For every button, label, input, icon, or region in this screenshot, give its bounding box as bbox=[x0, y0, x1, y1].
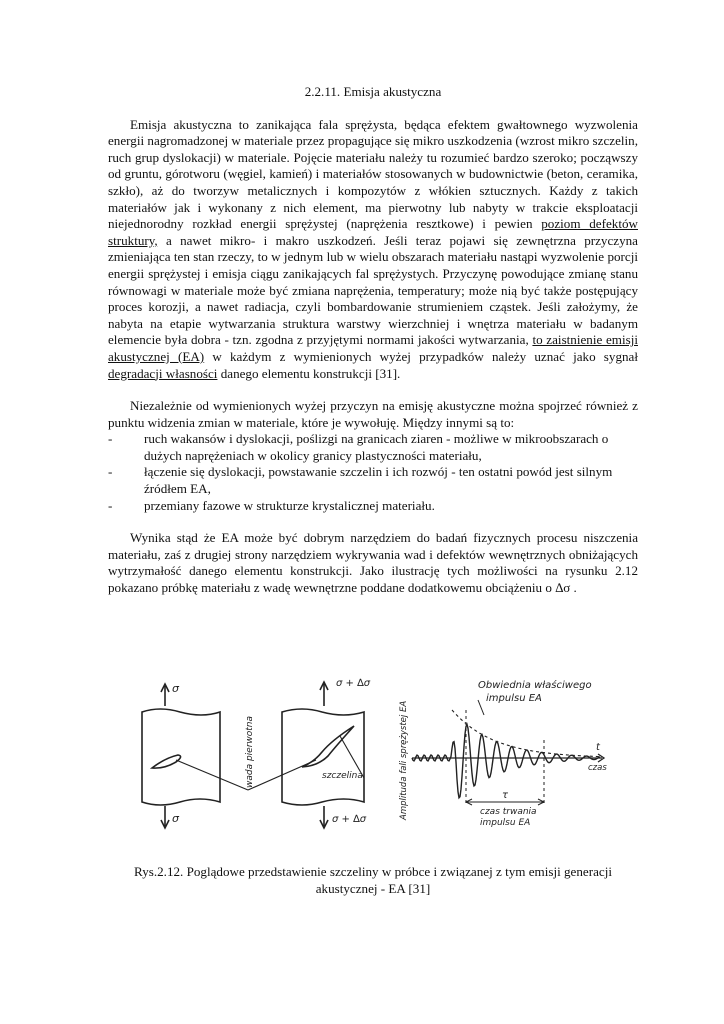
flaw-pointer-line bbox=[176, 760, 248, 790]
list-item: - łączenie się dyslokacji, powstawanie szczelin i ich rozwój - ten ostatni powód jest silnym źródłem EA, bbox=[108, 464, 638, 497]
text-run: Wynika stąd że EA może być dobrym narzędziem do badań fizycznych procesu niszczenia materiału, zaś z drugiej strony narzędziem wykrywania wad i defektów wewnętrznych obniżających wytrzymałość danego elementu konstrukcji. Jako ilustrację tych możliwości na rysunku 2.12 pokazano próbkę materiału z wadę wewnętrzne poddane dodatkowemu obciążeniu o bbox=[108, 530, 638, 596]
specimen-after bbox=[176, 682, 364, 828]
paragraph-2: Niezależnie od wymienionych wyżej przyczyn na emisję akustyczne można spojrzeć również z punktu widzenia zmian w materiale, które je wywołuję. Między innymi są to: bbox=[108, 398, 638, 430]
envelope-label-line1: Obwiednia właściwego bbox=[478, 680, 592, 691]
figure-drawing bbox=[140, 670, 620, 840]
sigma-label-top-left: σ bbox=[172, 682, 179, 695]
specimen-before bbox=[142, 684, 220, 828]
sigma-label-bottom-left: σ bbox=[172, 812, 179, 825]
sigma-label-top-right: σ + ∆σ bbox=[336, 678, 371, 689]
duration-label-line1: czas trwania bbox=[480, 807, 537, 817]
text-run: Emisja akustyczna to zanikająca fala sprężysta, będąca efektem gwałtownego wyzwolenia energii nagromadzonej w materiale przez propagujące się mikro uszkodzenia (wzrost mikro szczelin, ruch grup dyslokacji) w materiale. Pojęcie materiału należy tu rozumieć bardzo szeroko; począwszy od gruntu, górotworu (węgiel, kamień) i materiałów stosowanych w budownictwie (beton, ceramika, szkło), aż do tworzyw metalicznych i kompozytów z włókien sztucznych. Każdy z takich materiałów jak i wykonany z nich element, ma pierwotny lub nabyty w trakcie eksploatacji niejednorodny rozkład energii sprężystej (naprężenia resztkowe) i pewien bbox=[108, 116, 638, 232]
delta-sigma-symbol: ∆σ bbox=[555, 580, 571, 596]
envelope-curve bbox=[452, 710, 600, 757]
sigma-label-bottom-right: σ + ∆σ bbox=[332, 814, 367, 825]
list-item: - ruch wakansów i dyslokacji, poślizgi na granicach ziaren - możliwe w mikroobszarach o dużych naprężeniach w okolicy granicy plastyczności materiału, bbox=[108, 431, 638, 464]
ea-signal-waveform bbox=[412, 724, 600, 797]
paragraph-3 bbox=[108, 530, 638, 596]
figure-caption: Rys.2.12. Poglądowe przedstawienie szczeliny w próbce i związanej z tym emisji generacji akustycznej - EA [31] bbox=[134, 864, 612, 896]
duration-label-line2: impulsu EA bbox=[480, 818, 531, 828]
underlined-text: degradacji własności bbox=[108, 365, 218, 381]
tau-label: τ bbox=[502, 790, 509, 801]
text-run: a nawet mikro- i makro uszkodzeń. Jeśli teraz pojawi się zewnętrzna przyczyna zmieniająca ten stan rzeczy, to w jednym lub w wielu obszarach materiału nastąpi wyzwolenie porcji energii sprężystej i emisja ciągu zanikających fal sprężystych. Przyczynę powodujące zmianę stanu równowagi w materiale może być zmiana naprężenia, temperatury; może nią być także postępujący proces korozji, a nawet radiacja, czyli bombardowanie strumieniem cząstek. Jeśli założymy, że nabyta na etapie wytwarzania struktura warstwy wierzchniej i wnętrza materiału w badanym elemencie była dobra - tzn. zgodna z przyjętymi normami jakości wytwarzania, bbox=[108, 232, 638, 348]
initial-flaw-label: wada pierwotna bbox=[245, 715, 255, 788]
initial-flaw-shape bbox=[152, 755, 181, 768]
time-axis-t-label: t bbox=[596, 742, 600, 753]
section-heading: 2.2.11. Emisja akustyczna bbox=[304, 84, 442, 99]
underlined-text: to zaistnienie emisji akustycznej (EA) bbox=[108, 332, 638, 364]
paragraph-1 bbox=[108, 117, 638, 383]
envelope-pointer-line bbox=[478, 700, 484, 715]
list-item: - przemiany fazowe w strukturze krystalicznej materiału. bbox=[108, 498, 638, 515]
document-body bbox=[108, 84, 638, 597]
causes-list bbox=[108, 431, 638, 514]
underlined-text: poziom defektów struktury, bbox=[108, 216, 638, 248]
amplitude-axis-label: Amplituda fali sprężystej EA bbox=[399, 700, 409, 820]
text-run: . bbox=[570, 580, 577, 596]
time-axis-label: czas bbox=[588, 763, 607, 773]
crack-label: szczelina bbox=[322, 771, 363, 781]
text-run: w każdym z wymienionych wyżej przypadków należy uznać jako sygnał bbox=[204, 348, 638, 364]
text-run: danego elementu konstrukcji [31]. bbox=[217, 365, 401, 381]
figure-2-12 bbox=[140, 670, 620, 840]
envelope-label-line2: impulsu EA bbox=[486, 693, 542, 704]
